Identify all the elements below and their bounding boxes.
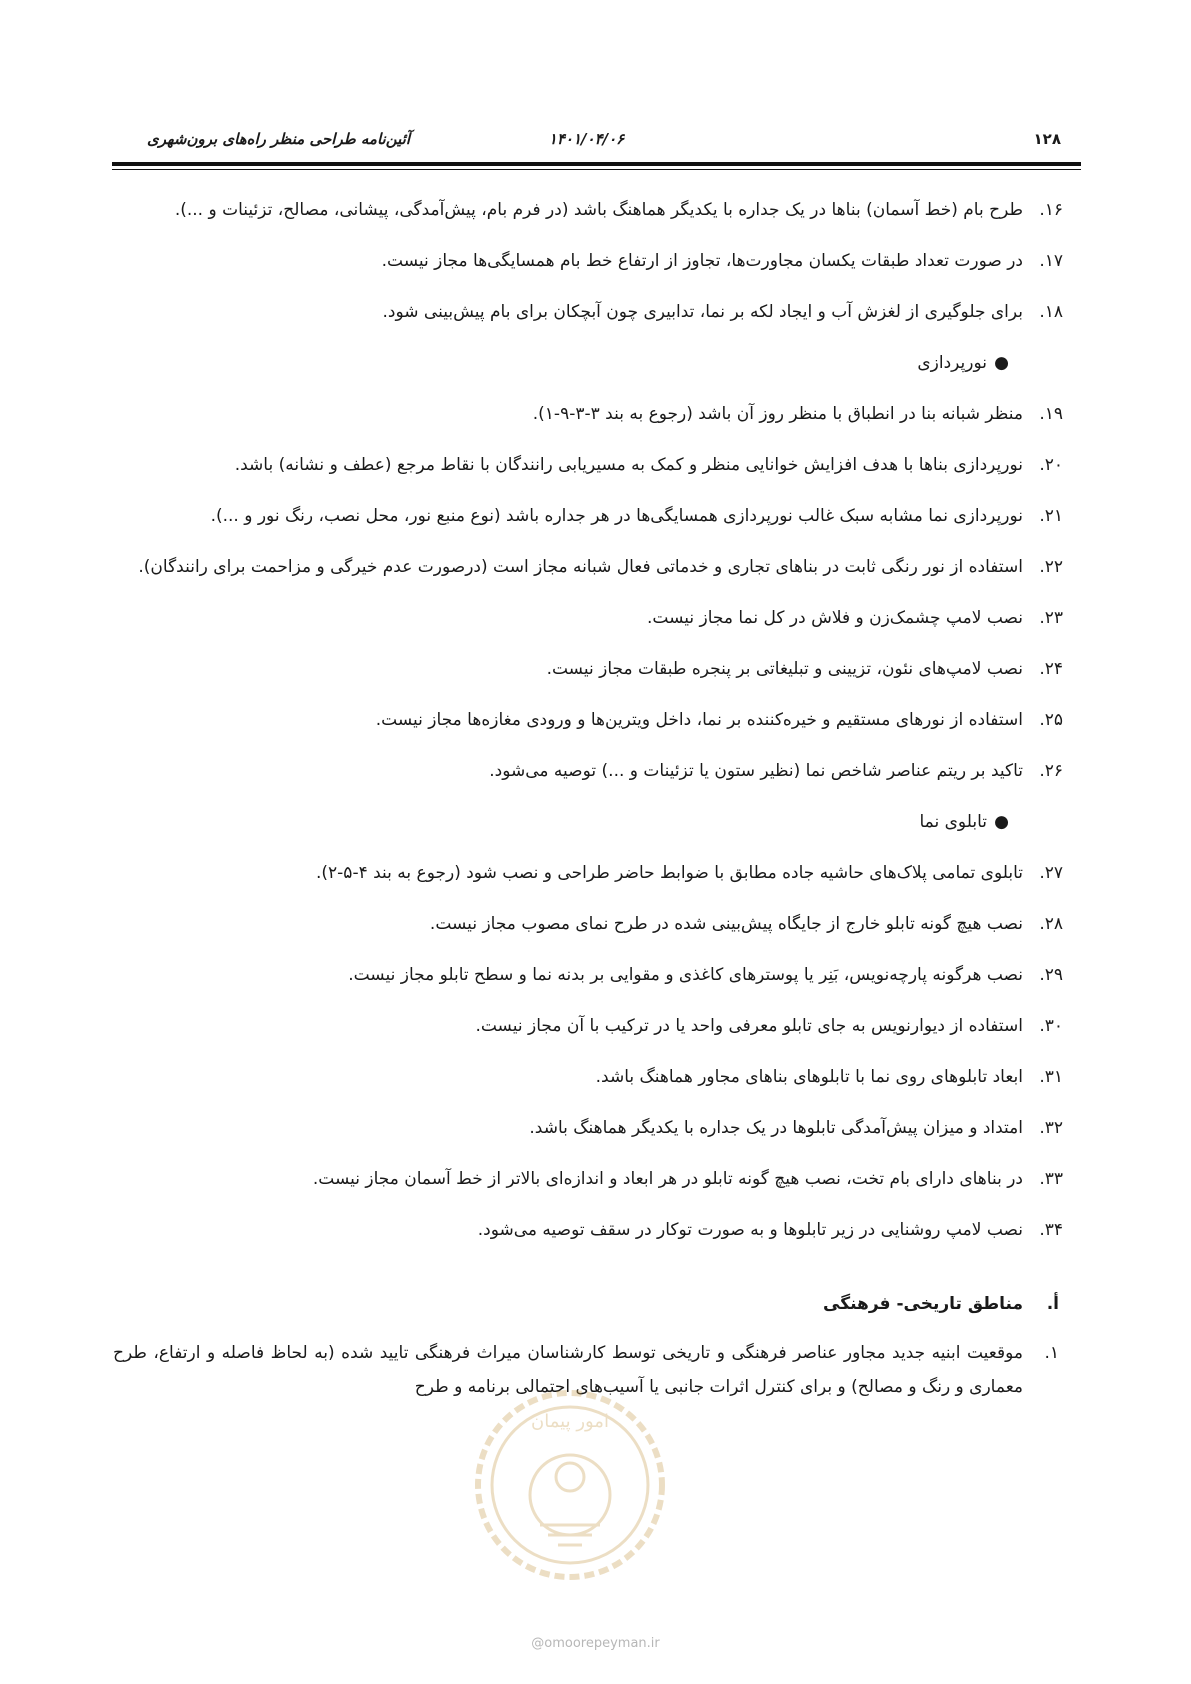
bullet-heading-lighting xyxy=(113,346,1063,380)
item-text: تاکید بر ریتم عناصر شاخص نما (نظیر ستون یا تزئینات و ...) توصیه می‌شود. xyxy=(489,761,1023,781)
item-text: استفاده از نورهای مستقیم و خیره‌کننده بر نما، داخل ویترین‌ها و ورودی مغازه‌ها مجاز نیست. xyxy=(375,710,1023,730)
list-item xyxy=(113,703,1063,737)
item-number: ۲۸. xyxy=(1039,914,1063,934)
item-number: ۱۹. xyxy=(1039,404,1063,424)
bullet-heading-facade-sign xyxy=(113,805,1063,839)
list-item xyxy=(113,856,1063,890)
header-date: ۱۴۰۱/۰۴/۰۶ xyxy=(548,130,625,148)
list-item xyxy=(113,754,1063,788)
item-number: ۳۲. xyxy=(1039,1118,1063,1138)
item-number: ۲۶. xyxy=(1039,761,1063,781)
item-number: ۲۳. xyxy=(1039,608,1063,628)
section-heading xyxy=(113,1287,1063,1321)
item-text: برای جلوگیری از لغزش آب و ایجاد لکه بر نما، تدابیری چون آبچکان برای بام پیش‌بینی شود. xyxy=(382,302,1023,322)
item-text: نصب هیچ گونه تابلو خارج از جایگاه پیش‌بینی شده در طرح نمای مصوب مجاز نیست. xyxy=(429,914,1023,934)
item-number: ۳۰. xyxy=(1039,1016,1063,1036)
item-text: در بناهای دارای بام تخت، نصب هیچ گونه تابلو در هر ابعاد و اندازه‌ای بالاتر از خط آسمان مجاز نیست. xyxy=(312,1169,1023,1189)
list-item xyxy=(113,397,1063,431)
item-number: ۲۹. xyxy=(1039,965,1063,985)
page-number: ۱۲۸ xyxy=(1033,130,1061,148)
item-number: ۲۰. xyxy=(1039,455,1063,475)
item-number: ۱. xyxy=(1044,1343,1059,1363)
item-text: امتداد و میزان پیش‌آمدگی تابلوها در یک جداره با یکدیگر هماهنگ باشد. xyxy=(529,1118,1023,1138)
item-text: استفاده از دیوارنویس به جای تابلو معرفی واحد یا در ترکیب با آن مجاز نیست. xyxy=(475,1016,1023,1036)
list-item xyxy=(113,448,1063,482)
item-text: نصب لامپ‌های نئون، تزیینی و تبلیغاتی بر پنجره طبقات مجاز نیست. xyxy=(546,659,1023,679)
item-text: در صورت تعداد طبقات یکسان مجاورت‌ها، تجاوز از ارتفاع خط بام همسایگی‌ها مجاز نیست. xyxy=(381,251,1023,271)
watermark-url: @omoorepeyman.ir xyxy=(531,1636,660,1651)
list-item xyxy=(113,652,1063,686)
item-text: موقعیت ابنیه جدید مجاور عناصر فرهنگی و تاریخی توسط کارشناسان میراث فرهنگی تایید شده (به لحاظ فاصله و ارتفاع، طرح معماری و رنگ و مصالح) و برای کنترل اثرات جانبی یا آسیب‌های احتمالی برنامه و طرح xyxy=(113,1343,1023,1397)
item-number: ۲۷. xyxy=(1039,863,1063,883)
list-item xyxy=(113,1009,1063,1043)
item-number: ۱۷. xyxy=(1039,251,1063,271)
watermark-seal xyxy=(470,1385,670,1585)
item-number: ۲۵. xyxy=(1039,710,1063,730)
item-text: نورپردازی نما مشابه سبک غالب نورپردازی همسایگی‌ها در هر جداره باشد (نوع منبع نور، محل نصب، رنگ نور و ...). xyxy=(210,506,1023,526)
item-number: ۱۶. xyxy=(1039,200,1063,220)
header-rule-thick xyxy=(112,162,1081,166)
list-item xyxy=(113,499,1063,533)
page-header xyxy=(112,130,1061,152)
item-number: ۲۲. xyxy=(1039,557,1063,577)
item-number: ۱۸. xyxy=(1039,302,1063,322)
list-item xyxy=(113,193,1063,227)
list-item xyxy=(113,550,1063,584)
item-text: نورپردازی بناها با هدف افزایش خوانایی منظر و کمک به مسیریابی رانندگان با نقاط مرجع (عطف و نشانه) باشد. xyxy=(234,455,1023,475)
section-title: مناطق تاریخی- فرهنگی xyxy=(823,1294,1023,1314)
item-text: نصب لامپ روشنایی در زیر تابلوها و به صورت توکار در سقف توصیه می‌شود. xyxy=(477,1220,1023,1240)
item-number: ۲۱. xyxy=(1039,506,1063,526)
list-item xyxy=(113,1060,1063,1094)
document-title: آئین‌نامه طراحی منظر راه‌های برون‌شهری xyxy=(147,130,410,148)
item-text: ابعاد تابلوهای روی نما با تابلوهای بناهای مجاور هماهنگ باشد. xyxy=(595,1067,1023,1087)
list-item xyxy=(113,1111,1063,1145)
list-item xyxy=(113,907,1063,941)
list-item xyxy=(113,244,1063,278)
item-text: نصب لامپ چشمک‌زن و فلاش در کل نما مجاز نیست. xyxy=(646,608,1023,628)
item-number: ۳۱. xyxy=(1039,1067,1063,1087)
seal-text: امور پیمان xyxy=(531,1411,609,1432)
section-number: أ. xyxy=(1046,1294,1059,1314)
list-item xyxy=(113,295,1063,329)
item-number: ۲۴. xyxy=(1039,659,1063,679)
list-item xyxy=(113,1162,1063,1196)
item-text: استفاده از نور رنگی ثابت در بناهای تجاری و خدماتی فعال شبانه مجاز است (درصورت عدم خیرگی و مزاحمت برای رانندگان). xyxy=(138,557,1023,577)
bullet-text: تابلوی نما xyxy=(919,812,987,832)
bullet-icon: ● xyxy=(994,812,1009,832)
item-text: تابلوی تمامی پلاک‌های حاشیه جاده مطابق با ضوابط حاضر طراحی و نصب شود (رجوع به بند ۴-۵-۲). xyxy=(315,863,1023,883)
item-number: ۳۳. xyxy=(1039,1169,1063,1189)
bullet-icon: ● xyxy=(994,353,1009,373)
bullet-text: نورپردازی xyxy=(917,353,987,373)
item-text: منظر شبانه بنا در انطباق با منظر روز آن باشد (رجوع به بند ۳-۳-۹-۱). xyxy=(532,404,1023,424)
page-content xyxy=(113,193,1063,1404)
item-number: ۳۴. xyxy=(1039,1220,1063,1240)
item-text: طرح بام (خط آسمان) بناها در یک جداره با یکدیگر هماهنگ باشد (در فرم بام، پیش‌آمدگی، پیشانی، مصالح، تزئینات و ...). xyxy=(174,200,1023,220)
list-item xyxy=(113,958,1063,992)
list-item xyxy=(113,1213,1063,1247)
list-item xyxy=(113,601,1063,635)
item-text: نصب هرگونه پارچه‌نویس، بَنِر یا پوسترهای کاغذی و مقوایی بر بدنه نما و سطح تابلو مجاز نیست. xyxy=(348,965,1023,985)
header-rule-thin xyxy=(112,169,1081,170)
